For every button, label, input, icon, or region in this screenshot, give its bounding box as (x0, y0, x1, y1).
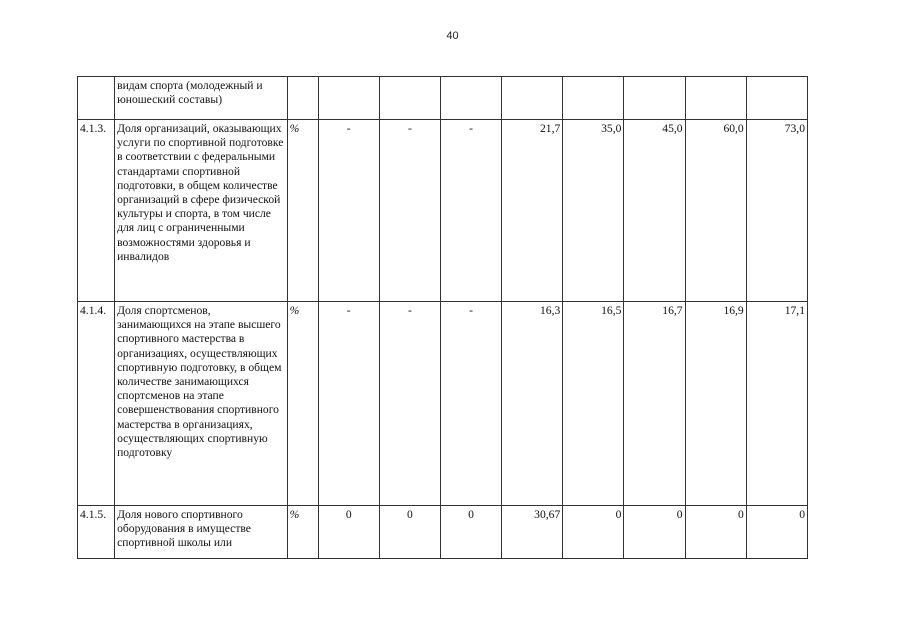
row-code: 4.1.4. (78, 302, 115, 506)
value-cell: 16,7 (624, 302, 685, 506)
row-name: Доля нового спортивного оборудования в имуществе спортивной школы или (115, 506, 287, 559)
row-code (78, 77, 115, 120)
row-name: видам спорта (молодежный и юношеский составы) (115, 77, 287, 120)
value-cell: - (318, 120, 379, 302)
value-cell: 45,0 (624, 120, 685, 302)
value-cell: 16,9 (685, 302, 746, 506)
row-unit (287, 77, 318, 120)
value-cell: 16,3 (502, 302, 563, 506)
value-cell: 16,5 (563, 302, 624, 506)
value-cell: 35,0 (563, 120, 624, 302)
value-cell (685, 77, 746, 120)
value-cell: 0 (440, 506, 501, 559)
value-cell: - (379, 120, 440, 302)
value-cell: 0 (624, 506, 685, 559)
table-row (78, 120, 808, 302)
value-cell (379, 77, 440, 120)
indicators-table (77, 76, 808, 559)
value-cell: 60,0 (685, 120, 746, 302)
row-name: Доля организаций, оказывающих услуги по спортивной подготовке в соответствии с федеральными стандартами спортивной подготовки, в общем количестве организаций в сфере физической культуры и спорта, в том числе для лиц с ограниченными возможностями здоровья и инвалидов (115, 120, 287, 302)
value-cell: - (440, 302, 501, 506)
page-number: 40 (446, 30, 459, 42)
value-cell: 0 (746, 506, 807, 559)
value-cell: 0 (685, 506, 746, 559)
value-cell: 17,1 (746, 302, 807, 506)
value-cell: 73,0 (746, 120, 807, 302)
value-cell: 0 (379, 506, 440, 559)
row-code: 4.1.3. (78, 120, 115, 302)
value-cell: - (440, 120, 501, 302)
value-cell (318, 77, 379, 120)
value-cell: 21,7 (502, 120, 563, 302)
row-code: 4.1.5. (78, 506, 115, 559)
row-name: Доля спортсменов, занимающихся на этапе высшего спортивного мастерства в организациях, осуществляющих спортивную подготовку, в общем количестве занимающихся спортсменов на этапе совершенствования спортивного мастерства в организациях, осуществляющих спортивную подготовку (115, 302, 287, 506)
value-cell: - (318, 302, 379, 506)
row-unit: % (287, 120, 318, 302)
value-cell: 30,67 (502, 506, 563, 559)
table-row (78, 506, 808, 559)
value-cell (563, 77, 624, 120)
value-cell (746, 77, 807, 120)
value-cell: 0 (318, 506, 379, 559)
table-row (78, 77, 808, 120)
value-cell: 0 (563, 506, 624, 559)
table-row (78, 302, 808, 506)
value-cell (624, 77, 685, 120)
value-cell (502, 77, 563, 120)
row-unit: % (287, 302, 318, 506)
value-cell: - (379, 302, 440, 506)
row-unit: % (287, 506, 318, 559)
value-cell (440, 77, 501, 120)
